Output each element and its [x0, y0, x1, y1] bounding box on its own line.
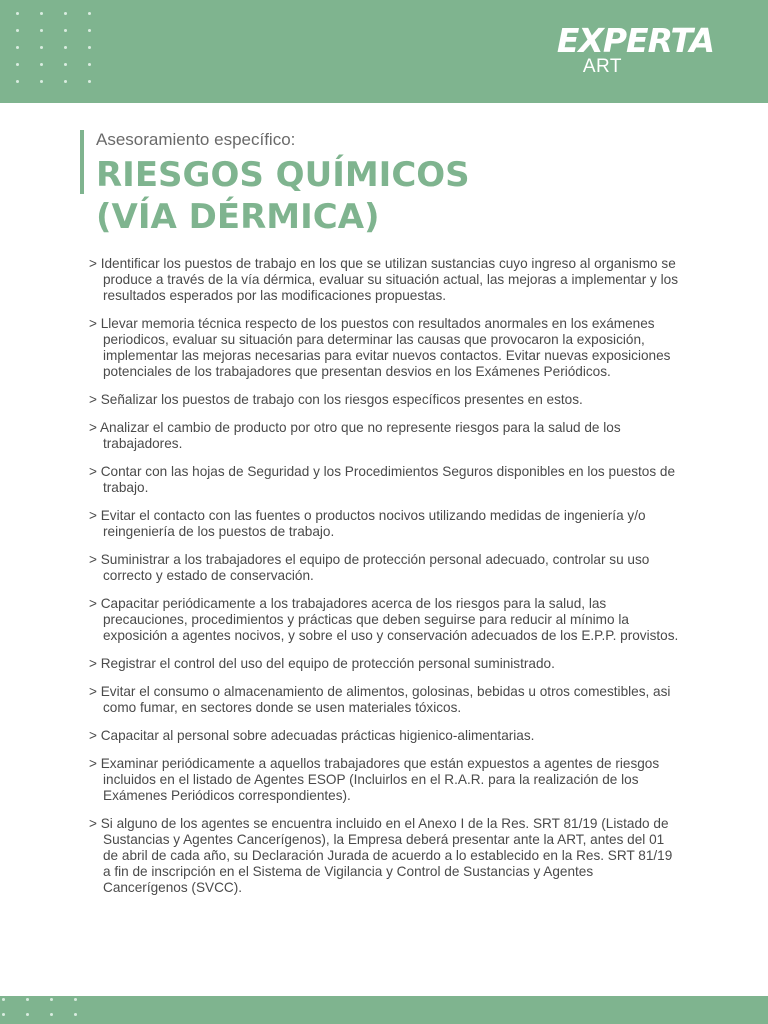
list-item: > Analizar el cambio de producto por otro que no represente riesgos para la salud de los trabajadores. [89, 420, 621, 451]
list-item: > Evitar el contacto con las fuentes o productos nocivos utilizando medidas de ingeniería y/o reingeniería de los puestos de trabajo. [89, 508, 646, 539]
recommendations-list [89, 256, 679, 908]
decorative-dot-grid [16, 12, 96, 83]
page-title [96, 154, 470, 238]
list-item: > Capacitar al personal sobre adecuadas prácticas higienico-alimentarias. [89, 728, 535, 743]
page-subtitle: Asesoramiento específico: [96, 130, 296, 149]
list-item: > Suministrar a los trabajadores el equipo de protección personal adecuado, controlar su uso correcto y estado de conservación. [89, 552, 650, 583]
header-band [0, 0, 768, 103]
list-item: > Examinar periódicamente a aquellos trabajadores que están expuestos a agentes de riesgos incluidos en el listado de Agentes ESOP (Incluirlos en el R.A.R. para la realización de los Exámenes Periódicos correspondientes). [89, 756, 660, 803]
list-item: > Evitar el consumo o almacenamiento de alimentos, golosinas, bebidas u otros comestibles, asi como fumar, en sectores donde se usen materiales tóxicos. [89, 684, 671, 715]
page-title-line-1: RIESGOS QUÍMICOS [96, 155, 470, 195]
page-title-line-2: (VÍA DÉRMICA) [96, 197, 380, 237]
list-item: > Capacitar periódicamente a los trabajadores acerca de los riesgos para la salud, las precauciones, procedimientos y prácticas que deben seguirse para reducir al mínimo la exposición a agentes nocivos, y sobre el uso y conservación adecuados de los E.P.P. provistos. [89, 596, 679, 643]
experta-art-logo [556, 21, 714, 77]
title-accent-bar [80, 130, 84, 194]
decorative-dot-grid-bottom [2, 998, 82, 1016]
logo-main-text: EXPERTA [556, 21, 714, 60]
list-item: > Llevar memoria técnica respecto de los puestos con resultados anormales en los exámenes periodicos, evaluar su situación para determinar las causas que provocaron la exposición, implementar las mejoras necesarias para evitar nuevos contactos. Evitar nuevas exposiciones potenciales de los trabajadores que presentan desvios en los Exámenes Periódicos. [89, 316, 671, 379]
list-item: > Identificar los puestos de trabajo en los que se utilizan sustancias cuyo ingreso al organismo se produce a través de la vía dérmica, evaluar su situación actual, las mejoras a implementar y los resultados esperados por las modificaciones propuestas. [89, 256, 678, 303]
list-item: > Señalizar los puestos de trabajo con los riesgos específicos presentes en estos. [89, 392, 583, 407]
logo-sub-text: ART [582, 56, 623, 77]
list-item: > Registrar el control del uso del equipo de protección personal suministrado. [89, 656, 555, 671]
list-item: > Si alguno de los agentes se encuentra incluido en el Anexo I de la Res. SRT 81/19 (Listado de Sustancias y Agentes Cancerígenos), la Empresa deberá presentar ante la ART, antes del 01 de abril de cada año, su Declaración Jurada de acuerdo a lo establecido en la Res. SRT 81/19 a fin de inscripción en el Sistema de Vigilancia y Control de Sustancias y Agentes Cancerígenos (SVCC). [89, 816, 673, 895]
footer-band [0, 996, 768, 1024]
list-item: > Contar con las hojas de Seguridad y los Procedimientos Seguros disponibles en los puestos de trabajo. [89, 464, 676, 495]
